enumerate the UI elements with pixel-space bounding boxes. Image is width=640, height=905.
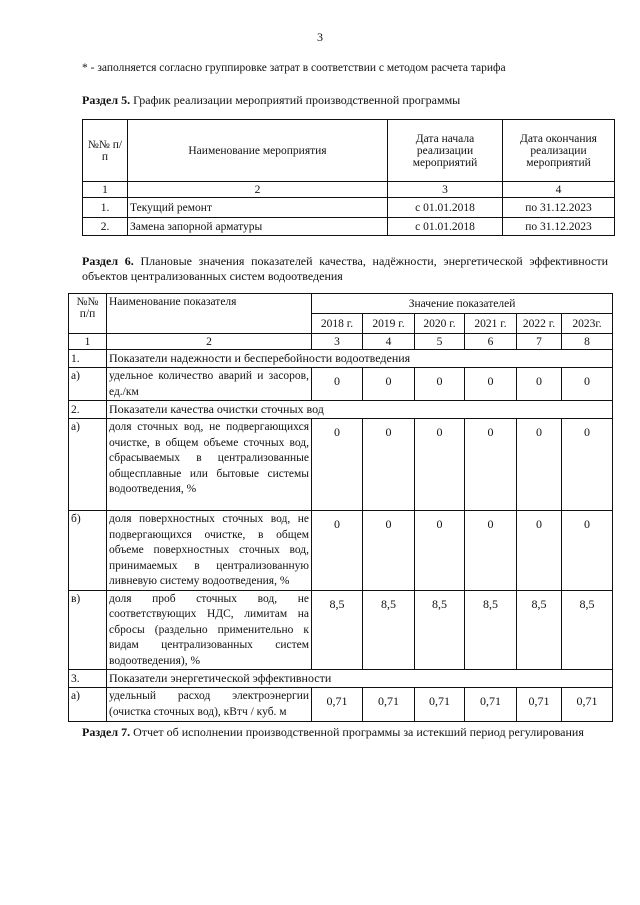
row-letter: а): [69, 419, 107, 511]
schedule-table: [82, 119, 615, 236]
col-number: 4: [503, 182, 615, 198]
year-header: 2020 г.: [415, 314, 465, 334]
group-num: 2.: [69, 401, 107, 419]
header-start: Дата начала реализации мероприятий: [388, 120, 503, 182]
row-end: по 31.12.2023: [503, 218, 615, 236]
row-value: 0: [415, 511, 465, 591]
row-letter: б): [69, 511, 107, 591]
section5-heading: [82, 93, 460, 108]
section6-label: Раздел 6.: [82, 254, 134, 268]
year-header: 2022 г.: [517, 314, 562, 334]
row-value: 0: [465, 419, 517, 511]
group-row: [69, 350, 613, 368]
row-value: 0,71: [415, 688, 465, 722]
col-number: 7: [517, 334, 562, 350]
section7-label: Раздел 7.: [82, 725, 131, 739]
row-start: с 01.01.2018: [388, 198, 503, 218]
header-name: Наименование мероприятия: [128, 120, 388, 182]
row-value: 0,71: [562, 688, 613, 722]
row-value: 0: [465, 368, 517, 401]
year-header: 2019 г.: [363, 314, 415, 334]
section6-heading: [82, 254, 608, 284]
footnote: * - заполняется согласно группировке затрат в соответствии с методом расчета тарифа: [82, 62, 506, 74]
section5-label: Раздел 5.: [82, 93, 131, 107]
year-header: 2018 г.: [312, 314, 363, 334]
col-number: 4: [363, 334, 415, 350]
group-title: Показатели надежности и бесперебойности водоотведения: [107, 350, 613, 368]
row-value: 0,71: [465, 688, 517, 722]
row-value: 0: [312, 419, 363, 511]
row-value: 0,71: [363, 688, 415, 722]
row-value: 0: [415, 368, 465, 401]
row-start: с 01.01.2018: [388, 218, 503, 236]
row-value: 0: [363, 419, 415, 511]
row-value: 8,5: [312, 590, 363, 670]
row-value: 0: [363, 368, 415, 401]
col-number: 1: [69, 334, 107, 350]
row-value: 0: [415, 419, 465, 511]
col-number: 2: [107, 334, 312, 350]
row-value: 0,71: [312, 688, 363, 722]
row-value: 0: [517, 511, 562, 591]
row-value: 8,5: [562, 590, 613, 670]
col-number: 8: [562, 334, 613, 350]
table-row: [69, 368, 613, 401]
col-number: 1: [83, 182, 128, 198]
section6-title: Плановые значения показателей качества, надёжности, энергетической эффективности объектов централизованных систем водоотведения: [82, 254, 609, 283]
col-number: 6: [465, 334, 517, 350]
table-row: [69, 419, 613, 511]
group-title: Показатели качества очистки сточных вод: [107, 401, 613, 419]
group-row: [69, 401, 613, 419]
col-number: 5: [415, 334, 465, 350]
header-values: Значение показателей: [312, 294, 613, 314]
header-num: №№ п/п: [69, 294, 107, 334]
header-name: Наименование показателя: [107, 294, 312, 334]
row-value: 0: [465, 511, 517, 591]
row-value: 8,5: [415, 590, 465, 670]
header-end: Дата окончания реализации мероприятий: [503, 120, 615, 182]
year-header: 2023г.: [562, 314, 613, 334]
row-name: доля поверхностных сточных вод, не подвергающихся очистке, в общем объеме поверхностных сточных вод, принимаемых в централизованную ливневую систему водоотведения, %: [107, 511, 312, 591]
table-row: [69, 590, 613, 670]
row-name: доля проб сточных вод, не соответствующих НДС, лимитам на сбросы (раздельно применительно к видам централизованных систем водоотведения), %: [107, 590, 312, 670]
row-name: Текущий ремонт: [128, 198, 388, 218]
row-value: 8,5: [517, 590, 562, 670]
col-number: 2: [128, 182, 388, 198]
group-num: 1.: [69, 350, 107, 368]
header-num: №№ п/п: [83, 120, 128, 182]
row-value: 0: [363, 511, 415, 591]
group-row: [69, 670, 613, 688]
column-numbers-row: [83, 182, 615, 198]
row-letter: а): [69, 368, 107, 401]
row-value: 0,71: [517, 688, 562, 722]
section7-title: Отчет об исполнении производственной программы за истекший период регулирования: [133, 725, 584, 739]
row-value: 0: [517, 368, 562, 401]
row-name: удельное количество аварий и засоров, ед./км: [107, 368, 312, 401]
column-numbers-row: [69, 334, 613, 350]
group-num: 3.: [69, 670, 107, 688]
row-value: 8,5: [465, 590, 517, 670]
row-value: 0: [562, 511, 613, 591]
section7-heading: [82, 725, 584, 740]
table-row: [69, 511, 613, 591]
table-row: [83, 218, 615, 236]
row-num: 2.: [83, 218, 128, 236]
row-end: по 31.12.2023: [503, 198, 615, 218]
row-value: 0: [312, 511, 363, 591]
row-value: 8,5: [363, 590, 415, 670]
row-value: 0: [517, 419, 562, 511]
row-value: 0: [562, 368, 613, 401]
col-number: 3: [388, 182, 503, 198]
year-header: 2021 г.: [465, 314, 517, 334]
section5-title: График реализации мероприятий производственной программы: [133, 93, 461, 107]
row-letter: а): [69, 688, 107, 722]
row-name: удельный расход электроэнергии (очистка сточных вод), кВтч / куб. м: [107, 688, 312, 722]
row-value: 0: [562, 419, 613, 511]
group-title: Показатели энергетической эффективности: [107, 670, 613, 688]
row-num: 1.: [83, 198, 128, 218]
table-row: [69, 688, 613, 722]
page-number: 3: [317, 30, 323, 44]
indicators-table: [68, 293, 613, 722]
row-name: Замена запорной арматуры: [128, 218, 388, 236]
row-letter: в): [69, 590, 107, 670]
row-name: доля сточных вод, не подвергающихся очистке, в общем объеме сточных вод, сбрасываемых в централизованные общесплавные или бытовые системы водоотведения, %: [107, 419, 312, 511]
col-number: 3: [312, 334, 363, 350]
table-row: [83, 198, 615, 218]
row-value: 0: [312, 368, 363, 401]
